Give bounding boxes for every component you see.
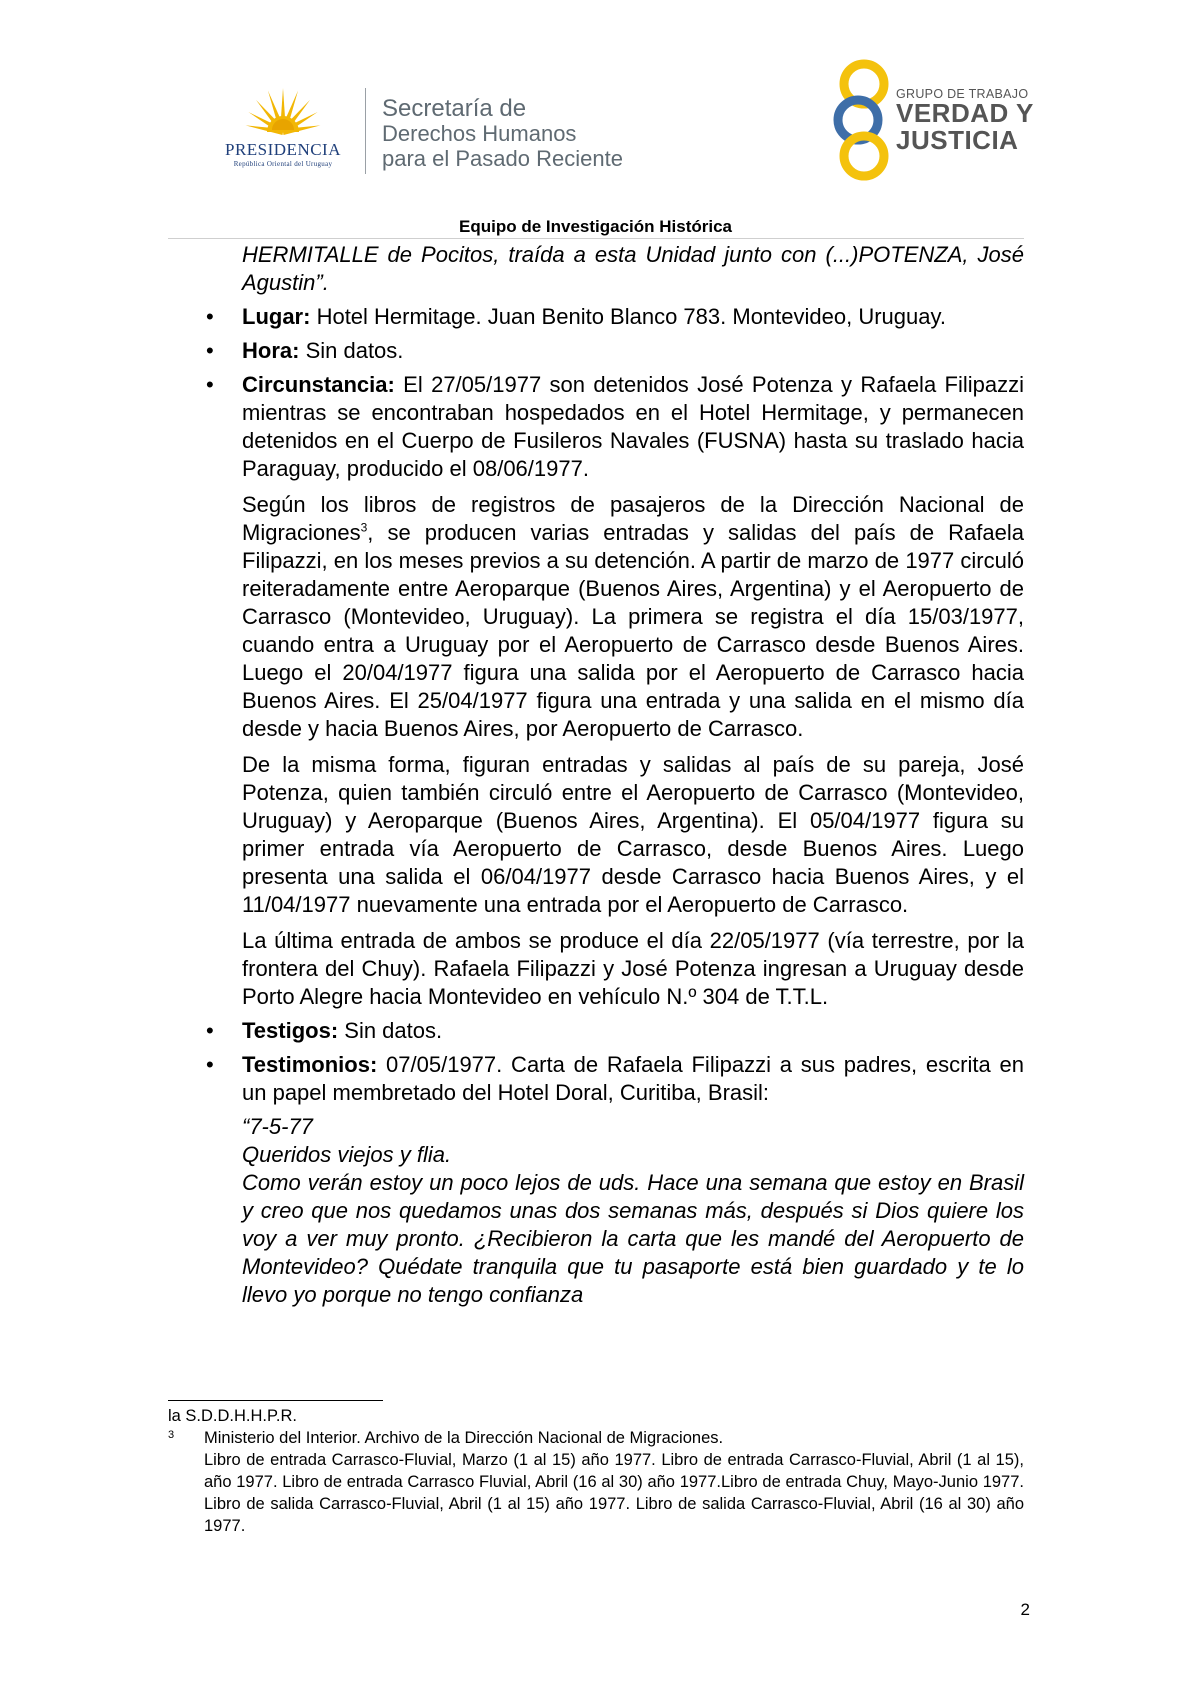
page-number: 2 [1020,1600,1030,1619]
paragraph-migraciones [242,491,1024,743]
team-title: Equipo de Investigación Histórica [459,217,732,236]
paragraph-ultima-entrada: La última entrada de ambos se produce el día 22/05/1977 (vía terrestre, por la frontera del Chuy). Rafaela Filipazzi y José Potenza ingresan a Uruguay desde Porto Alegre hacia Montevideo en vehículo N.º 304 de T.T.L. [242,928,1024,1009]
circunstancia-text: El 27/05/1977 son detenidos José Potenza y Rafaela Filipazzi mientras se encontraban hospedados en el Hotel Hermitage, y permanecen detenidos en el Cuerpo de Fusileros Navales (FUSNA) hasta su traslado hacia Paraguay, producido el 08/06/1977. [242,372,1024,481]
testigos-text: Sin datos. [338,1018,443,1043]
hora-label: Hora: [242,338,300,363]
secretaria-line-2: Derechos Humanos [382,121,577,146]
grupo-trabajo-label: GRUPO DE TRABAJO [896,87,1029,101]
justicia-label: JUSTICIA [896,125,1019,155]
verdad-label: VERDAD Y [896,98,1034,128]
paragraph-migraciones-a: Según los libros de registros de pasajeros de la Dirección Nacional de Migraciones [242,492,1024,545]
quote-continuation: HERMITALLE de Pocitos, traída a esta Unidad junto con (...)POTENZA, José Agustin”. [242,242,1024,295]
footnote-rule [168,1400,383,1401]
bullet-lugar [242,303,1024,331]
hora-text: Sin datos. [299,338,404,363]
bullet-testigos [242,1017,1024,1045]
lugar-text: Hotel Hermitage. Juan Benito Blanco 783. Montevideo, Uruguay. [310,304,946,329]
footnote-3-line-1: Ministerio del Interior. Archivo de la Dirección Nacional de Migraciones. [204,1429,724,1447]
verdad-justicia-label [896,100,1034,154]
testimonios-text: 07/05/1977. Carta de Rafaela Filipazzi a sus padres, escrita en un papel membretado del Hotel Doral, Curitiba, Brasil: [242,1052,1024,1105]
testigos-label: Testigos: [242,1018,339,1043]
footnote-3-number: 3 [168,1429,175,1441]
secretaria-line-3: para el Pasado Reciente [382,146,623,171]
presidencia-sub-label: República Oriental del Uruguay [233,160,333,168]
testimonios-label: Testimonios: [242,1052,378,1077]
lugar-label: Lugar: [242,304,311,329]
verdad-justicia-rings-icon [820,58,900,182]
footnotes [168,1405,1024,1537]
letter-body: Como verán estoy un poco lejos de uds. Hace una semana que estoy en Brasil y creo que nos quedamos unas dos semanas más, después si Dios quiere los voy a ver muy pronto. ¿Recibieron la carta que les mandé del Aeropuerto de Montevideo? Quédate tranquila que tu pasaporte está bien guardado y te lo llevo yo porque no tengo confianza [242,1170,1024,1307]
page-header [0,0,1191,240]
header-divider [365,88,366,174]
paragraph-migraciones-b: , se producen varias entradas y salidas del país de Rafaela Filipazzi, en los meses previos a su detención. A partir de marzo de 1977 circuló reiteradamente entre Aeroparque (Buenos Aires, Argentina) y el Aeropuerto de Carrasco (Montevideo, Uruguay). La primera se registra el día 15/03/1977, cuando entra a Uruguay por el Aeropuerto de Carrasco desde Buenos Aires. Luego el 20/04/1977 figura una salida por el Aeropuerto de Carrasco hacia Buenos Aires. El 25/04/1977 figura una entrada y una salida en el mismo día desde y hacia Buenos Aires, por Aeropuerto de Carrasco. [242,520,1024,741]
header-rule [168,238,1024,239]
paragraph-potenza: De la misma forma, figuran entradas y salidas al país de su pareja, José Potenza, quien también circuló entre el Aeropuerto de Carrasco (Montevideo, Uruguay) y Aeroparque (Buenos Aires, Argentina). El 05/04/1977 figura su primer entrada vía Aeropuerto de Carrasco, desde Buenos Aires. Luego presenta una salida el 06/04/1977 desde Carrasco hacia Buenos Aires, y el 11/04/1977 nuevamente una entrada por el Aeropuerto de Carrasco. [242,752,1024,917]
bullet-circunstancia [242,371,1024,483]
circunstancia-label: Circunstancia: [242,372,395,397]
footnote-ref-3: 3 [360,520,368,535]
bullet-hora [242,337,1024,365]
document-body [242,241,1024,1309]
footnote-3 [168,1427,1024,1449]
footnote-3-detail: Libro de entrada Carrasco-Fluvial, Marzo (1 al 15) año 1977. Libro de entrada Carrasco-Fluvial, Abril (1 al 15), año 1977. Libro de entrada Carrasco Fluvial, Abril (16 al 30) año 1977.Libro de entrada Chuy, Mayo-Junio 1977. Libro de salida Carrasco-Fluvial, Abril (1 al 15) año 1977. Libro de salida Carrasco-Fluvial, Abril (16 al 30) año 1977. [204,1451,1024,1535]
secretaria-title [382,96,623,171]
letter-greeting: Queridos viejos y flia. [242,1142,452,1167]
presidencia-label: PRESIDENCIA [224,140,341,159]
footnote-continuation: la S.D.D.H.H.P.R. [168,1407,297,1425]
secretaria-line-1: Secretaría de [382,95,527,122]
letter-date: “7-5-77 [242,1114,313,1139]
bullet-testimonios [242,1051,1024,1107]
